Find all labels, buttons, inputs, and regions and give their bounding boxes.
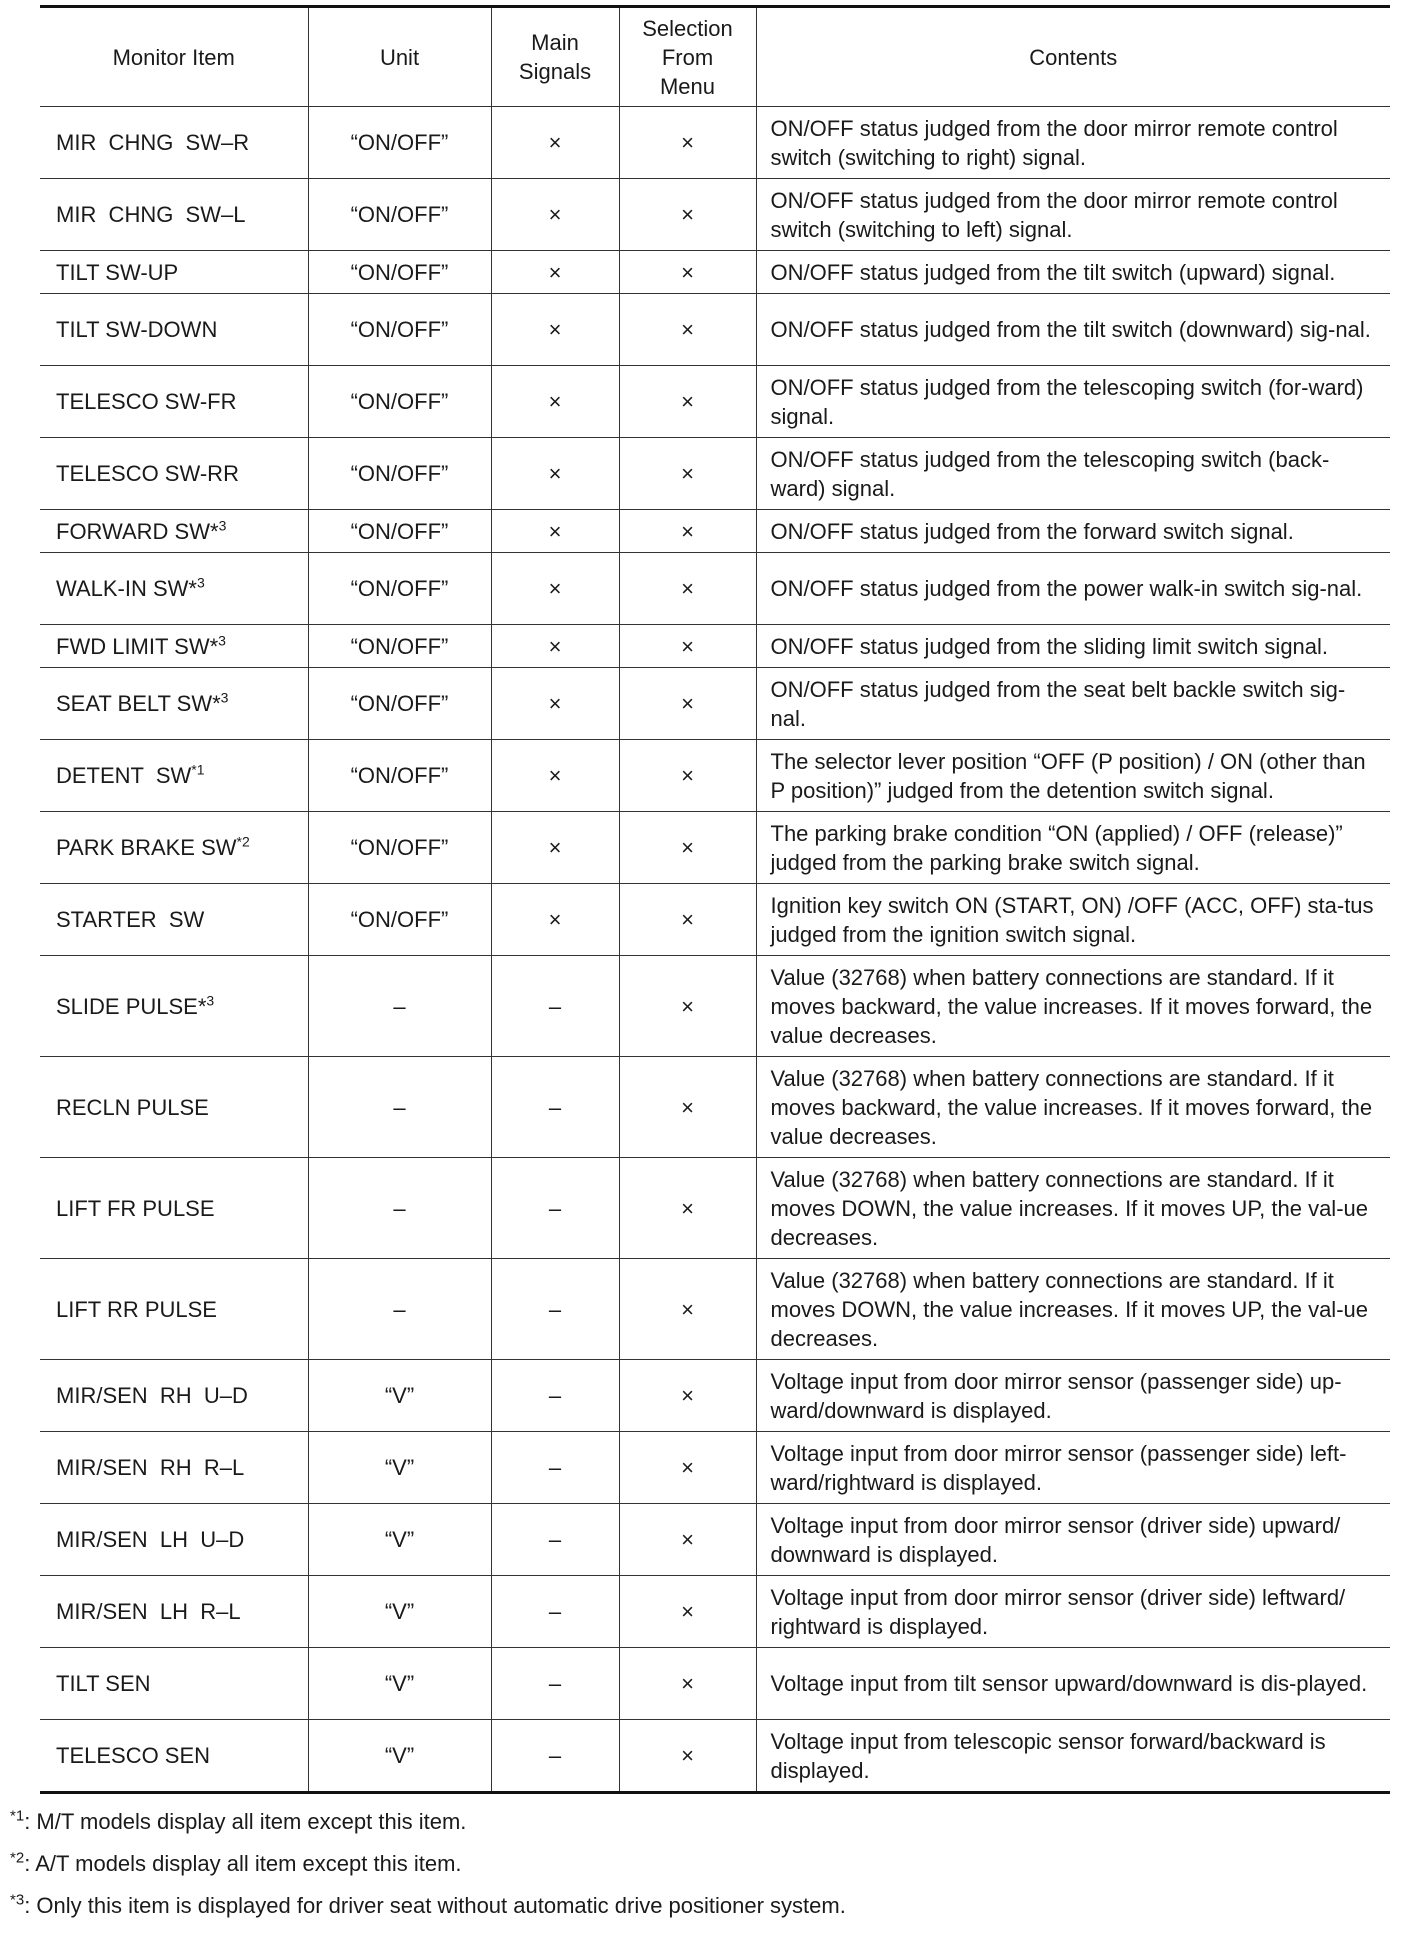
footnote-reference: 3: [218, 517, 227, 534]
monitor-item-label: SLIDE PULSE*: [56, 993, 207, 1019]
footnote-text: : M/T models display all item except this item.: [24, 1809, 467, 1834]
contents-cell: ON/OFF status judged from the power walk-in switch sig-nal.: [756, 553, 1390, 625]
main-signals-cell: ×: [491, 625, 619, 668]
main-signals-cell: ×: [491, 294, 619, 366]
table-row: [40, 294, 1390, 366]
main-signals-cell: –: [491, 1576, 619, 1648]
selection-from-menu-cell: ×: [619, 438, 756, 510]
footnote-mark: *2: [10, 1849, 25, 1867]
contents-cell: ON/OFF status judged from the door mirror remote control switch (switching to right) signal.: [756, 107, 1390, 179]
monitor-item-label: MIR CHNG SW–R: [56, 130, 250, 155]
unit-cell: “V”: [308, 1504, 491, 1576]
unit-cell: “ON/OFF”: [308, 438, 491, 510]
monitor-item-label: STARTER SW: [56, 907, 205, 932]
monitor-item-cell: [40, 294, 308, 366]
footnote: [10, 1850, 1390, 1892]
main-signals-cell: –: [491, 956, 619, 1057]
table-row: [40, 438, 1390, 510]
footnote-reference: *1: [191, 761, 205, 778]
monitor-item-label: SEAT BELT SW*: [56, 691, 221, 716]
footnote-mark: *1: [10, 1807, 25, 1825]
selection-from-menu-cell: ×: [619, 1648, 756, 1720]
table-header-row: [40, 7, 1390, 107]
contents-cell: Voltage input from door mirror sensor (driver side) leftward/ rightward is displayed.: [756, 1576, 1390, 1648]
monitor-item-cell: [40, 1432, 308, 1504]
main-signals-cell: –: [491, 1057, 619, 1158]
main-signals-cell: ×: [491, 107, 619, 179]
selection-from-menu-cell: ×: [619, 553, 756, 625]
table-row: [40, 956, 1390, 1057]
table-row: [40, 1259, 1390, 1360]
table-row: [40, 1720, 1390, 1793]
unit-cell: –: [308, 1259, 491, 1360]
main-signals-cell: ×: [491, 510, 619, 553]
table-row: [40, 366, 1390, 438]
table-row: [40, 812, 1390, 884]
main-signals-cell: ×: [491, 812, 619, 884]
footnote-text: : A/T models display all item except this item.: [24, 1851, 462, 1876]
footnote-reference: 3: [220, 689, 229, 706]
selection-from-menu-cell: ×: [619, 1504, 756, 1576]
header-unit: Unit: [308, 7, 491, 107]
contents-cell: ON/OFF status judged from the telescoping switch (back-ward) signal.: [756, 438, 1390, 510]
contents-cell: Voltage input from tilt sensor upward/downward is dis-played.: [756, 1648, 1390, 1720]
table-row: [40, 668, 1390, 740]
selection-from-menu-cell: ×: [619, 1720, 756, 1793]
main-signals-cell: –: [491, 1720, 619, 1793]
table-row: [40, 625, 1390, 668]
monitor-item-cell: [40, 740, 308, 812]
footnote-mark: *3: [10, 1891, 25, 1909]
monitor-item-cell: [40, 179, 308, 251]
unit-cell: “ON/OFF”: [308, 668, 491, 740]
contents-cell: Voltage input from door mirror sensor (passenger side) left-ward/rightward is displayed.: [756, 1432, 1390, 1504]
contents-cell: Voltage input from telescopic sensor forward/backward is displayed.: [756, 1720, 1390, 1793]
selection-from-menu-cell: ×: [619, 179, 756, 251]
selection-from-menu-cell: ×: [619, 1057, 756, 1158]
footnote: [10, 1892, 1390, 1934]
selection-from-menu-cell: ×: [619, 956, 756, 1057]
monitor-item-cell: [40, 1576, 308, 1648]
contents-cell: ON/OFF status judged from the sliding limit switch signal.: [756, 625, 1390, 668]
unit-cell: “ON/OFF”: [308, 884, 491, 956]
unit-cell: –: [308, 956, 491, 1057]
table-row: [40, 1432, 1390, 1504]
table-row: [40, 740, 1390, 812]
selection-from-menu-cell: ×: [619, 740, 756, 812]
main-signals-cell: –: [491, 1158, 619, 1259]
unit-cell: “ON/OFF”: [308, 251, 491, 294]
selection-from-menu-cell: ×: [619, 668, 756, 740]
monitor-item-cell: [40, 1648, 308, 1720]
header-monitor-item: Monitor Item: [40, 7, 308, 107]
monitor-item-cell: [40, 1057, 308, 1158]
table-row: [40, 1648, 1390, 1720]
header-contents: Contents: [756, 7, 1390, 107]
contents-cell: The parking brake condition “ON (applied) / OFF (release)” judged from the parking brake switch signal.: [756, 812, 1390, 884]
contents-cell: ON/OFF status judged from the seat belt backle switch sig-nal.: [756, 668, 1390, 740]
monitor-item-cell: [40, 438, 308, 510]
monitor-item-label: TELESCO SEN: [56, 1743, 211, 1768]
monitor-item-label: MIR CHNG SW–L: [56, 202, 246, 227]
monitor-item-label: WALK-IN SW*: [56, 576, 197, 601]
monitor-item-cell: [40, 668, 308, 740]
main-signals-cell: ×: [491, 366, 619, 438]
table-row: [40, 1360, 1390, 1432]
footnote-reference: *2: [236, 833, 250, 850]
monitor-item-label: TELESCO SW-RR: [56, 461, 239, 486]
header-main-signals: Main Signals: [491, 7, 619, 107]
main-signals-cell: ×: [491, 251, 619, 294]
main-signals-cell: –: [491, 1432, 619, 1504]
monitor-item-label: TILT SW-DOWN: [56, 317, 218, 342]
main-signals-cell: –: [491, 1259, 619, 1360]
unit-cell: “V”: [308, 1720, 491, 1793]
main-signals-cell: ×: [491, 553, 619, 625]
unit-cell: “ON/OFF”: [308, 510, 491, 553]
unit-cell: “V”: [308, 1360, 491, 1432]
monitor-item-label: FWD LIMIT SW*: [56, 633, 219, 659]
monitor-item-cell: [40, 1360, 308, 1432]
monitor-item-label: LIFT RR PULSE: [56, 1296, 217, 1322]
monitor-item-cell: [40, 510, 308, 553]
table-row: [40, 1576, 1390, 1648]
footnote-reference: 3: [206, 992, 215, 1009]
table-row: [40, 1504, 1390, 1576]
main-signals-cell: –: [491, 1648, 619, 1720]
unit-cell: “ON/OFF”: [308, 812, 491, 884]
unit-cell: “ON/OFF”: [308, 179, 491, 251]
selection-from-menu-cell: ×: [619, 1576, 756, 1648]
monitor-item-label: TELESCO SW-FR: [56, 389, 237, 414]
monitor-item-label: PARK BRAKE SW: [56, 835, 237, 860]
contents-cell: ON/OFF status judged from the tilt switch (upward) signal.: [756, 251, 1390, 294]
unit-cell: “ON/OFF”: [308, 366, 491, 438]
monitor-item-cell: [40, 1720, 308, 1793]
monitor-item-label: MIR/SEN LH R–L: [56, 1599, 241, 1624]
footnote-reference: 3: [218, 632, 226, 649]
selection-from-menu-cell: ×: [619, 1259, 756, 1360]
monitor-item-cell: [40, 553, 308, 625]
contents-cell: ON/OFF status judged from the forward switch signal.: [756, 510, 1390, 553]
main-signals-cell: ×: [491, 179, 619, 251]
unit-cell: “V”: [308, 1576, 491, 1648]
selection-from-menu-cell: ×: [619, 107, 756, 179]
table-row: [40, 251, 1390, 294]
unit-cell: “V”: [308, 1432, 491, 1504]
monitor-item-label: DETENT SW: [56, 763, 192, 788]
selection-from-menu-cell: ×: [619, 251, 756, 294]
unit-cell: “ON/OFF”: [308, 107, 491, 179]
table-row: [40, 1057, 1390, 1158]
table-row: [40, 884, 1390, 956]
contents-cell: Voltage input from door mirror sensor (driver side) upward/ downward is displayed.: [756, 1504, 1390, 1576]
monitor-item-table: [40, 5, 1390, 1794]
main-signals-cell: ×: [491, 668, 619, 740]
selection-from-menu-cell: ×: [619, 625, 756, 668]
monitor-item-label: LIFT FR PULSE: [56, 1195, 215, 1221]
monitor-item-label: RECLN PULSE: [56, 1094, 209, 1120]
selection-from-menu-cell: ×: [619, 1360, 756, 1432]
unit-cell: –: [308, 1057, 491, 1158]
monitor-item-cell: [40, 884, 308, 956]
monitor-item-label: MIR/SEN RH U–D: [56, 1383, 248, 1408]
table-row: [40, 179, 1390, 251]
main-signals-cell: –: [491, 1504, 619, 1576]
selection-from-menu-cell: ×: [619, 1158, 756, 1259]
monitor-item-cell: [40, 107, 308, 179]
monitor-item-cell: [40, 251, 308, 294]
contents-cell: Ignition key switch ON (START, ON) /OFF (ACC, OFF) sta-tus judged from the ignition switch signal.: [756, 884, 1390, 956]
table-body: [40, 107, 1390, 1793]
main-signals-cell: ×: [491, 438, 619, 510]
contents-cell: Value (32768) when battery connections are standard. If it moves DOWN, the value increases. If it moves UP, the val-ue decreases.: [756, 1158, 1390, 1259]
main-signals-cell: ×: [491, 884, 619, 956]
monitor-item-cell: [40, 1158, 308, 1259]
contents-cell: Value (32768) when battery connections are standard. If it moves backward, the value increases. If it moves forward, the value decreases.: [756, 1057, 1390, 1158]
footnote-reference: 3: [196, 574, 205, 591]
table-row: [40, 553, 1390, 625]
unit-cell: –: [308, 1158, 491, 1259]
footnote-text: : Only this item is displayed for driver seat without automatic drive positioner system.: [24, 1893, 846, 1918]
footnote: [10, 1808, 1390, 1850]
unit-cell: “V”: [308, 1648, 491, 1720]
selection-from-menu-cell: ×: [619, 1432, 756, 1504]
unit-cell: “ON/OFF”: [308, 740, 491, 812]
contents-cell: Value (32768) when battery connections are standard. If it moves backward, the value increases. If it moves forward, the value decreases.: [756, 956, 1390, 1057]
monitor-item-cell: [40, 1259, 308, 1360]
monitor-item-cell: [40, 1504, 308, 1576]
monitor-item-cell: [40, 366, 308, 438]
monitor-item-cell: [40, 625, 308, 668]
monitor-item-cell: [40, 956, 308, 1057]
contents-cell: ON/OFF status judged from the tilt switch (downward) sig-nal.: [756, 294, 1390, 366]
selection-from-menu-cell: ×: [619, 884, 756, 956]
table-row: [40, 1158, 1390, 1259]
contents-cell: ON/OFF status judged from the door mirror remote control switch (switching to left) signal.: [756, 179, 1390, 251]
monitor-item-label: MIR/SEN LH U–D: [56, 1527, 245, 1552]
contents-cell: The selector lever position “OFF (P position) / ON (other than P position)” judged from the detention switch signal.: [756, 740, 1390, 812]
footnotes: [10, 1808, 1390, 1934]
contents-cell: Value (32768) when battery connections are standard. If it moves DOWN, the value increases. If it moves UP, the val-ue decreases.: [756, 1259, 1390, 1360]
monitor-item-label: TILT SW-UP: [56, 259, 179, 285]
contents-cell: ON/OFF status judged from the telescoping switch (for-ward) signal.: [756, 366, 1390, 438]
selection-from-menu-cell: ×: [619, 812, 756, 884]
main-signals-cell: ×: [491, 740, 619, 812]
contents-cell: Voltage input from door mirror sensor (passenger side) up-ward/downward is displayed.: [756, 1360, 1390, 1432]
main-signals-cell: –: [491, 1360, 619, 1432]
unit-cell: “ON/OFF”: [308, 294, 491, 366]
monitor-item-cell: [40, 812, 308, 884]
monitor-item-label: TILT SEN: [56, 1671, 151, 1696]
unit-cell: “ON/OFF”: [308, 553, 491, 625]
unit-cell: “ON/OFF”: [308, 625, 491, 668]
selection-from-menu-cell: ×: [619, 366, 756, 438]
header-selection-from-menu: Selection From Menu: [619, 7, 756, 107]
monitor-item-label: FORWARD SW*: [56, 518, 219, 544]
table-row: [40, 510, 1390, 553]
selection-from-menu-cell: ×: [619, 510, 756, 553]
monitor-item-label: MIR/SEN RH R–L: [56, 1455, 245, 1480]
selection-from-menu-cell: ×: [619, 294, 756, 366]
table-row: [40, 107, 1390, 179]
